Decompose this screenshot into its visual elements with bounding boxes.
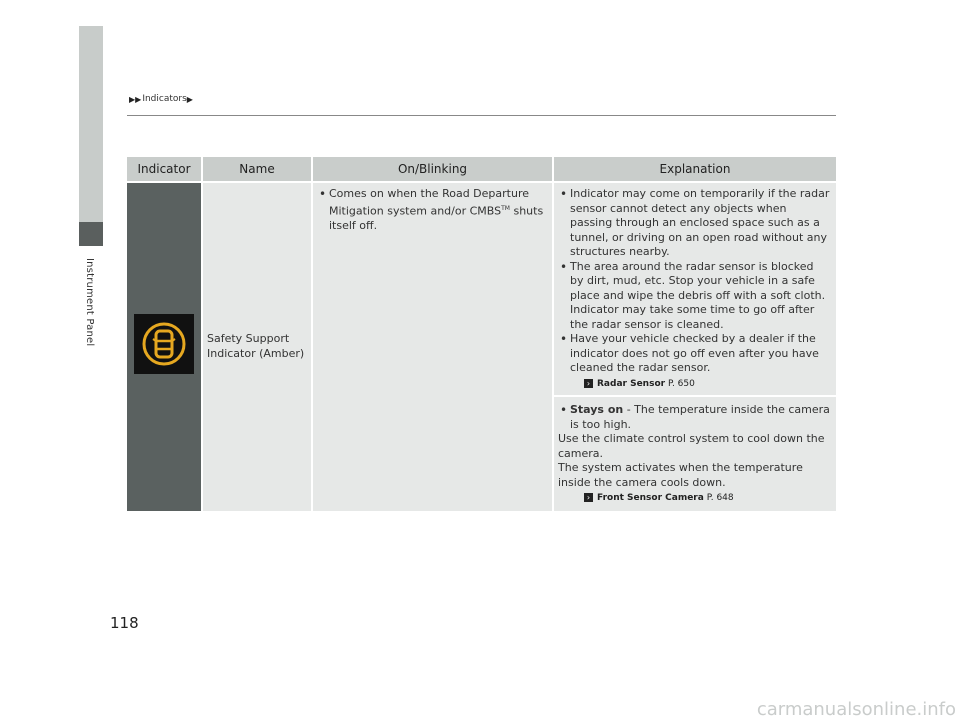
explanation-text: The system activates when the temperature inside the camera cools down. [558,461,803,489]
breadcrumb-arrow-icon: ▶ [186,94,193,104]
table-header [127,157,836,181]
name-line: Indicator (Amber) [207,346,305,360]
indicator-cell [127,183,201,511]
on-line: itself off. [329,218,378,232]
name-cell [203,183,311,511]
trademark-mark: TM [501,204,510,212]
explanation-text: - The temperature inside the camera is too high. [570,403,830,431]
explanation-cell-2 [554,397,836,511]
reference-page: P. 648 [706,493,734,503]
on-line: Mitigation system and/or CMBS [329,204,502,218]
breadcrumb-arrow-icon: ▶▶ [129,94,142,104]
explanation-bullet: • Have your vehicle checked by a dealer if the indicator does not go off even after you have cleaned the radar sensor. [558,332,830,376]
side-section-label: Instrument Panel [84,258,95,347]
side-bar [79,26,103,722]
page-number: 118 [110,614,139,632]
section-tab-marker [79,222,103,246]
explanation-bullet: • The area around the radar sensor is blocked by dirt, mud, etc. Stop your vehicle in a safe place and wipe the debris off with a soft cloth. Indicator may take some time to go off after the radar sensor is cleaned. [558,260,830,333]
cross-reference-link[interactable] [584,377,830,392]
cross-reference-link[interactable] [584,491,830,506]
reference-page: P. 650 [667,378,695,389]
reference-arrow-icon: › [584,493,593,502]
header-rule [127,115,836,116]
explanation-bullet: • Indicator may come on temporarily if the radar sensor cannot detect any objects when passing through an enclosed space such as a tunnel, or driving on an open road without any structures nearby. [558,187,830,260]
reference-title: Radar Sensor [597,378,666,389]
breadcrumb [129,94,194,104]
header-on-blinking: On/Blinking [313,157,552,181]
breadcrumb-text: Indicators [142,94,187,104]
explanation-text: Use the climate control system to cool down the camera. [558,432,825,460]
on-blinking-cell [313,183,552,511]
header-explanation: Explanation [554,157,836,181]
table-row [127,183,836,511]
header-name: Name [203,157,311,181]
watermark: carmanualsonline.info [756,699,956,720]
reference-title: Front Sensor Camera [597,493,704,503]
name-line: Safety Support [207,332,290,345]
on-line: shuts [509,204,544,218]
explanation-cell-1 [554,183,836,395]
on-line: • Comes on when the Road Departure [329,187,529,200]
header-indicator: Indicator [127,157,201,181]
safety-support-indicator-icon [134,314,194,374]
reference-arrow-icon: › [584,379,593,388]
stays-on-label: Stays on [570,403,624,416]
